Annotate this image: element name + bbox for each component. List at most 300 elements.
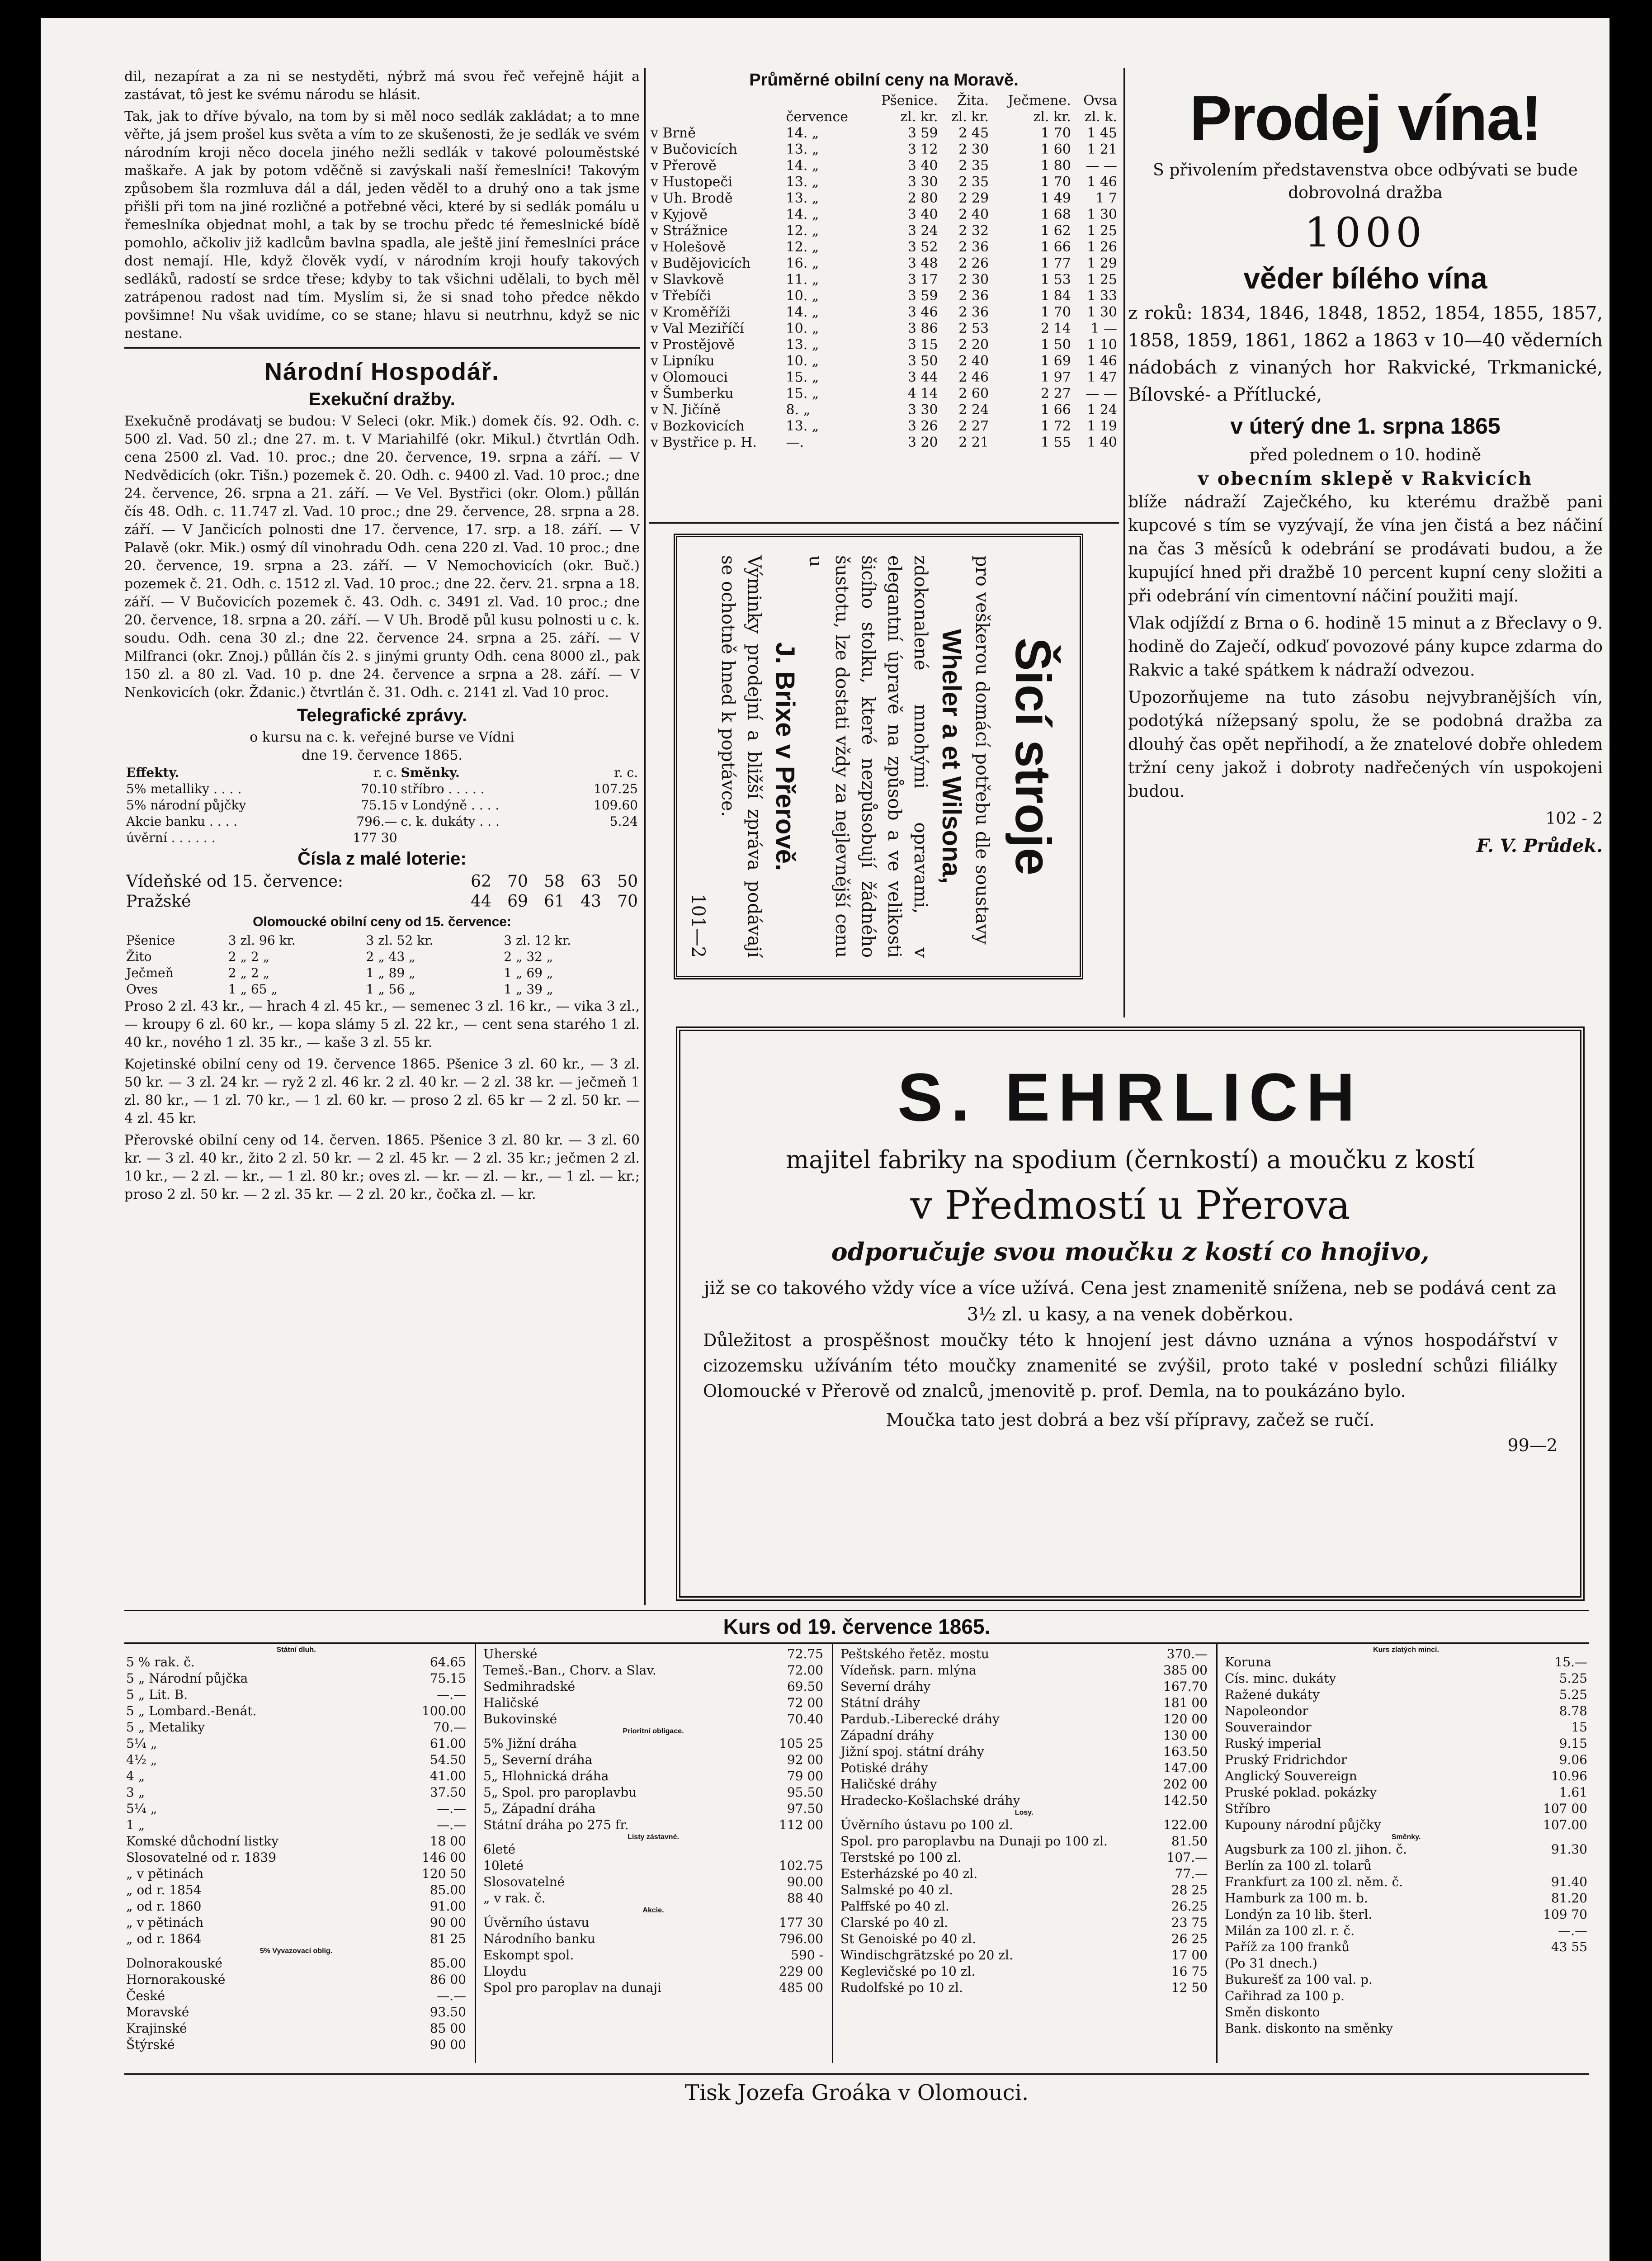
table-cell: 4 „ <box>126 1769 145 1783</box>
table-cell: 23 75 <box>1171 1915 1208 1930</box>
table-cell: „ v pětinách <box>126 1866 204 1881</box>
table-cell: Bank. diskonto na směnky <box>1225 2021 1393 2036</box>
table-cell: Terstské po 100 zl. <box>840 1850 962 1865</box>
table-cell <box>399 830 563 846</box>
table-cell: 485 00 <box>779 1980 823 1995</box>
bills-table <box>1223 1841 1589 2037</box>
table-cell: 9.06 <box>1559 1752 1587 1767</box>
table-cell: v Olomouci <box>651 369 728 385</box>
column-divider <box>832 1642 833 2063</box>
table-cell: Pražské <box>126 892 191 911</box>
table-cell: 107.— <box>1166 1850 1208 1865</box>
table-cell: Frankfurt za 100 zl. něm. č. <box>1225 1874 1403 1889</box>
kurs-heading: Směnky. <box>1391 1833 1421 1841</box>
table-row <box>481 1646 825 1662</box>
table-header-cell: zl. kr. <box>900 109 938 125</box>
table-row <box>124 797 640 814</box>
table-cell: „ v rak. č. <box>483 1891 546 1906</box>
table-cell: 2 „ 43 „ <box>366 949 415 964</box>
table-cell: 2 30 <box>958 142 989 157</box>
table-cell: Žito <box>126 949 152 964</box>
table-cell: 2 36 <box>958 304 989 320</box>
table-cell: Palffské po 40 zl. <box>840 1899 949 1914</box>
table-row <box>839 1744 1209 1760</box>
table-row <box>839 1727 1209 1744</box>
table-cell: — — <box>1086 386 1117 402</box>
table-cell: Londýn za 10 lib. šterl. <box>1225 1907 1373 1922</box>
table-row <box>481 1784 825 1801</box>
table-row <box>649 288 1119 304</box>
table-cell: 2 30 <box>958 272 989 288</box>
table-cell: 81 25 <box>430 1931 466 1946</box>
table-cell: v Kyjově <box>651 207 708 222</box>
table-row <box>124 981 640 998</box>
table-cell: 2 „ 2 „ <box>228 965 270 980</box>
table-cell: Ražené dukáty <box>1225 1687 1320 1702</box>
table-cell: Souveraindor <box>1225 1720 1312 1735</box>
table-cell: 15. „ <box>786 386 819 402</box>
table-row <box>124 2020 468 2037</box>
table-cell: 63 <box>581 872 601 891</box>
table-cell: Potiské dráhy <box>840 1760 928 1775</box>
sewing-machine-ad-content <box>688 555 1066 958</box>
kurs-heading: Losy. <box>1015 1809 1034 1816</box>
column-divider <box>644 68 646 1605</box>
table-row <box>839 1898 1209 1915</box>
table-row <box>649 174 1119 190</box>
sewing-ad-code: 101—2 <box>688 894 708 958</box>
table-row <box>649 142 1119 158</box>
table-cell: St Genoiské po 40 zl. <box>840 1931 976 1946</box>
table-cell: 1 „ 39 „ <box>504 982 553 997</box>
table-cell: 1 10 <box>1087 337 1117 353</box>
table-cell: 69 <box>507 892 528 911</box>
table-row <box>481 1963 825 1980</box>
table-cell: 5„ Severní dráha <box>483 1752 593 1767</box>
table-cell: 3 15 <box>907 337 938 353</box>
wine-ad-time: před polednem o 10. hodině <box>1249 446 1482 464</box>
table-cell: 90 00 <box>430 2037 466 2052</box>
table-header <box>649 109 1119 125</box>
table-cell: Národního banku <box>483 1931 595 1946</box>
table-row <box>839 1760 1209 1776</box>
table-row <box>649 337 1119 353</box>
table-row <box>124 781 640 797</box>
table-cell: 1 — <box>1090 321 1117 336</box>
table-cell: 3 40 <box>907 158 938 174</box>
divider <box>649 522 1119 524</box>
table-cell: Spol. pro paroplavbu na Dunaji po 100 zl. <box>840 1834 1108 1849</box>
table-cell: Dolnorakouské <box>126 1956 222 1971</box>
table-cell: 13. „ <box>786 142 819 157</box>
table-cell: České <box>126 1988 165 2003</box>
table-cell: úvěrní . . . . . . <box>126 830 216 845</box>
table-cell: 5.24 <box>609 814 638 829</box>
table-cell: Hamburk za 100 m. b. <box>1225 1891 1368 1906</box>
effects-table <box>124 765 640 846</box>
table-cell: 15. „ <box>786 369 819 385</box>
table-cell: Windischgrätzské po 20 zl. <box>840 1948 1013 1963</box>
table-cell: 2 36 <box>958 288 989 304</box>
table-row <box>124 1670 468 1687</box>
table-cell: — — <box>1086 158 1117 174</box>
lottery-table <box>124 872 640 912</box>
priority-bonds-table <box>481 1736 825 1833</box>
state-debt-table <box>124 1654 468 1947</box>
table-cell: 90.00 <box>787 1874 823 1889</box>
table-cell: 100.00 <box>422 1703 466 1718</box>
table-cell: 2 40 <box>958 353 989 369</box>
table-cell: 2 29 <box>958 190 989 206</box>
column-left <box>124 68 640 1605</box>
table-cell: 5 „ Národní půjčka <box>126 1671 248 1686</box>
table-row <box>481 1695 825 1711</box>
table-cell: Pruské poklad. pokázky <box>1225 1785 1377 1800</box>
kurs-heading: Listy zástavné. <box>628 1833 679 1841</box>
table-cell: 2 45 <box>958 125 989 141</box>
table-cell: 229 00 <box>779 1964 823 1979</box>
table-cell: 3 26 <box>907 418 938 434</box>
table-cell: 122.00 <box>1163 1817 1208 1832</box>
table-row <box>124 949 640 965</box>
ehrlich-ad <box>676 1026 1585 1601</box>
table-cell: 70.10 <box>361 781 397 796</box>
table-cell: 5 „ Lit. B. <box>126 1687 188 1702</box>
exchange-rates-title: Kurs od 19. července 1865. <box>723 1615 991 1638</box>
table-cell: 1 53 <box>1041 272 1071 288</box>
table-cell: 142.50 <box>1163 1793 1208 1808</box>
table-cell: 1 29 <box>1087 255 1117 271</box>
table-row <box>839 1662 1209 1679</box>
table-row <box>481 1874 825 1890</box>
table-cell: 5 „ Lombard.-Benát. <box>126 1703 257 1718</box>
table-cell: 28 25 <box>1171 1883 1208 1897</box>
table-row <box>124 830 640 846</box>
table-cell: 1 30 <box>1087 207 1117 222</box>
table-row <box>839 1849 1209 1866</box>
table-cell: Milán za 100 zl. r. č. <box>1225 1923 1355 1938</box>
table-cell: 120 00 <box>1163 1712 1208 1726</box>
table-cell: 11. „ <box>786 272 819 288</box>
table-cell: 1 84 <box>1041 288 1071 304</box>
olomouc-other-prices: Proso 2 zl. 43 kr., — hrach 4 zl. 45 kr., — semenec 3 zl. 16 kr., — vika 3 zl., — kroupy 6 zl. 60 kr., — kopa slámy 5 zl. 22 kr., — cent sena starého 1 zl. 40 kr., nového 1 zl. 35 kr., — kaše 3 zl. 55 kr. <box>124 998 640 1050</box>
table-cell: Eskompt spol. <box>483 1948 574 1963</box>
table-cell: Státní dráha po 275 fr. <box>483 1817 629 1832</box>
table-row <box>649 353 1119 369</box>
sewing-ad-text-2: zdokonalené mnohými opravami, v elegantní úpravě na způsob a ve velikosti šicího stolku, které nezpůsobují žádného šustotu, lze dostati vždy za nejlevnější cenu u <box>805 555 931 958</box>
table-cell: 61 <box>544 892 565 911</box>
table-cell: 2 26 <box>958 255 989 271</box>
ehrlich-ad-paragraph-2: Důležitost a prospěšnost moučky této k hnojení jest dávno uznána a výnos hospodářství v cizozemsku užíváním této moučky znamenité se zvýšil, proto také v poslední schůzi filiálky Olomoucké v Přerově od znalců, jmenovitě p. prof. Demla, na to poukázáno bylo. <box>703 1330 1558 1401</box>
table-cell: —.— <box>437 1801 466 1816</box>
table-cell: 8. „ <box>786 402 811 418</box>
table-cell: —.— <box>437 1687 466 1702</box>
table-header-cell: r. c. <box>373 765 397 780</box>
table-cell: 177 30 <box>779 1915 823 1930</box>
table-cell: v Kroměříži <box>651 304 731 320</box>
table-cell: —. <box>786 435 804 450</box>
table-cell: 14. „ <box>786 125 819 141</box>
table-cell: v Slavkově <box>651 272 724 288</box>
table-cell <box>1514 1988 1589 2004</box>
subsection-telegraficke-zpravy: Telegrafické zprávy. <box>297 705 467 725</box>
wine-ad-code: 102 - 2 <box>1545 809 1603 828</box>
table-row <box>1223 1687 1589 1703</box>
table-cell: —.— <box>437 1988 466 2003</box>
table-cell: 1 50 <box>1041 337 1071 353</box>
table-cell: Moravské <box>126 2005 189 2020</box>
table-row <box>481 1931 825 1947</box>
prerov-prices: Přerovské obilní ceny od 14. červen. 1865. Pšenice 3 zl. 80 kr. — 3 zl. 60 kr. — 3 zl. 40 kr., žito 2 zl. 50 kr. — 2 zl. 45 kr. — 2 zl. 35 kr.; ječmen 2 zl. 10 kr., — 2 zl. — kr., — 1 zl. 80 kr.; oves zl. — kr. — zl. — kr., — 1 zl. — kr.; proso 2 zl. 50 kr. — 2 zl. 35 kr. — 2 zl. 20 kr., čočka zl. — kr. <box>124 1132 640 1202</box>
table-row <box>1223 1719 1589 1736</box>
table-cell: 5 „ Metaliky <box>126 1720 205 1735</box>
wine-sale-ad <box>1128 68 1603 1013</box>
table-cell: 81.20 <box>1551 1891 1587 1906</box>
table-header <box>649 93 1119 109</box>
table-cell: 10leté <box>483 1858 524 1873</box>
table-cell: 2 35 <box>958 174 989 190</box>
table-cell: 370.— <box>1166 1646 1208 1661</box>
table-cell: 1 24 <box>1087 402 1117 418</box>
ehrlich-ad-paragraph-3: Moučka tato jest dobrá a bez vší přípravy, začež se ručí. <box>886 1410 1375 1430</box>
table-row <box>124 1882 468 1898</box>
table-header <box>124 765 640 781</box>
table-cell: 1 97 <box>1041 369 1071 385</box>
table-cell <box>1514 1955 1589 1972</box>
column-divider <box>475 1642 476 2063</box>
table-row <box>649 255 1119 272</box>
table-cell: 163.50 <box>1163 1744 1208 1759</box>
table-cell: 3 30 <box>907 174 938 190</box>
table-cell: 17 00 <box>1171 1948 1208 1963</box>
table-cell: Bukovinské <box>483 1712 557 1726</box>
table-cell: 97.50 <box>787 1801 823 1816</box>
table-cell: 5% metalliky . . . . <box>126 781 242 796</box>
table-row <box>481 1841 825 1858</box>
table-cell: 69.50 <box>787 1679 823 1694</box>
table-cell: 93.50 <box>430 2005 466 2020</box>
table-cell: v Strážnice <box>651 223 728 239</box>
table-cell: 5„ Západní dráha <box>483 1801 596 1816</box>
table-cell: 590 - <box>791 1948 823 1963</box>
table-cell: 12. „ <box>786 239 819 255</box>
table-cell: 16. „ <box>786 255 819 271</box>
table-cell: 107.00 <box>1543 1817 1587 1832</box>
table-cell: 4½ „ <box>126 1752 157 1767</box>
table-row <box>1223 1670 1589 1687</box>
table-cell: 5¼ „ <box>126 1801 157 1816</box>
table-row <box>839 1793 1209 1809</box>
table-row <box>124 1719 468 1736</box>
table-cell: Anglický Souvereign <box>1225 1769 1357 1783</box>
table-row <box>124 892 640 912</box>
table-cell: Keglevičské po 10 zl. <box>840 1964 976 1979</box>
table-row <box>481 1768 825 1784</box>
table-cell: v Uh. Brodě <box>651 190 733 206</box>
table-cell: v Třebíči <box>651 288 711 304</box>
table-cell: Hradecko-Košlachské dráhy <box>840 1793 1020 1808</box>
table-row <box>839 1866 1209 1882</box>
table-cell: 130 00 <box>1163 1728 1208 1743</box>
table-cell: 1 47 <box>1087 369 1117 385</box>
table-cell: 3 zl. 96 kr. <box>228 933 296 948</box>
table-row <box>124 1703 468 1719</box>
table-row <box>649 239 1119 255</box>
table-row <box>649 418 1119 435</box>
ehrlich-ad-code: 99—2 <box>1507 1435 1558 1455</box>
subsection-olomouc-prices: Olomoucké obilní ceny od 15. července: <box>253 914 511 929</box>
wine-ad-title: Prodej vína! <box>1189 82 1541 153</box>
table-cell: Uherské <box>483 1646 538 1661</box>
table-cell: 72.00 <box>787 1663 823 1678</box>
table-row <box>839 1963 1209 1980</box>
column-divider <box>1123 68 1125 1017</box>
table-cell: Salmské po 40 zl. <box>840 1883 953 1897</box>
table-cell: 3 40 <box>907 207 938 222</box>
kurs-heading: Akcie. <box>642 1906 664 1914</box>
table-row <box>481 1980 825 1996</box>
table-cell: 3 „ <box>126 1785 145 1800</box>
table-row <box>649 369 1119 386</box>
sewing-ad-title: Šicí stroje <box>1005 638 1061 875</box>
printer-imprint: Tisk Jozefa Groáka v Olomouci. <box>684 2080 1029 2105</box>
table-row <box>481 1817 825 1833</box>
table-cell: 75.15 <box>361 798 397 813</box>
table-cell: v N. Jičíně <box>651 402 721 418</box>
table-cell: 70.40 <box>787 1712 823 1726</box>
table-cell: 5.25 <box>1559 1687 1587 1702</box>
table-row <box>839 1817 1209 1833</box>
table-row <box>649 386 1119 402</box>
table-row <box>839 1695 1209 1711</box>
table-row <box>1223 1752 1589 1768</box>
table-cell: 16 75 <box>1171 1964 1208 1979</box>
table-cell: 5.25 <box>1559 1671 1587 1686</box>
table-cell: 14. „ <box>786 304 819 320</box>
table-cell: Úvěrního ústavu <box>483 1915 590 1930</box>
table-cell: 1 „ 65 „ <box>228 982 278 997</box>
table-cell: 2 35 <box>958 158 989 174</box>
table-header-cell: Pšenice. <box>881 93 938 109</box>
table-row <box>124 1833 468 1849</box>
sewing-ad-text-3: Výminky prodejní a bližší zpráva podávají se ochotně hned k poptávce. <box>717 555 765 958</box>
table-cell: v Budějovicích <box>651 255 751 271</box>
table-cell: 86 00 <box>430 1972 466 1987</box>
wine-ad-signature: F. V. Průdek. <box>1476 835 1603 856</box>
telegraph-subtitle-2: dne 19. července 1865. <box>302 747 463 763</box>
table-cell: Pruský Fridrichdor <box>1225 1752 1347 1767</box>
table-cell: 54.50 <box>430 1752 466 1767</box>
table-row <box>839 1833 1209 1849</box>
table-cell: 2 „ 2 „ <box>228 949 270 964</box>
kurs-heading: Státní dluh. <box>276 1646 316 1654</box>
table-cell: Kupouny národní půjčky <box>1225 1817 1381 1832</box>
table-header-cell <box>649 109 784 125</box>
table-cell: 62 <box>471 872 491 891</box>
table-cell: Úvěrního ústavu po 100 zl. <box>840 1817 1013 1832</box>
table-cell: Clarské po 40 zl. <box>840 1915 949 1930</box>
table-cell: 12 50 <box>1171 1980 1208 1995</box>
wine-ad-date: v úterý dne 1. srpna 1865 <box>1230 413 1501 439</box>
table-row <box>481 1801 825 1817</box>
table-header-cell: Ječmene. <box>1008 93 1071 109</box>
table-cell: Haličské <box>483 1695 539 1710</box>
table-cell: 5„ Spol. pro paroplavbu <box>483 1785 637 1800</box>
table-cell: 3 50 <box>907 353 938 369</box>
table-cell: Cařihrad za 100 p. <box>1225 1988 1345 2003</box>
wine-ad-amount: 1000 <box>1304 209 1426 256</box>
table-row <box>839 1679 1209 1695</box>
table-header-cell: r. c. <box>614 765 638 780</box>
table-row <box>481 1679 825 1695</box>
table-cell: 14. „ <box>786 158 819 174</box>
table-cell: 9.15 <box>1559 1736 1587 1751</box>
table-cell: 1 60 <box>1041 142 1071 157</box>
table-cell: 109.60 <box>594 798 638 813</box>
table-row <box>1223 1874 1589 1890</box>
table-cell: Peštského řetěz. mostu <box>840 1646 989 1661</box>
table-row <box>649 272 1119 288</box>
table-cell: 85.00 <box>430 1956 466 1971</box>
table-cell: 1 70 <box>1041 174 1071 190</box>
pledge-bonds-table <box>481 1841 825 1906</box>
table-row <box>124 814 640 830</box>
table-row <box>649 158 1119 174</box>
table-cell: 147.00 <box>1163 1760 1208 1775</box>
table-cell: 1 46 <box>1087 353 1117 369</box>
ehrlich-ad-location: v Předmostí u Přerova <box>910 1183 1350 1228</box>
table-cell: Pardub.-Liberecké dráhy <box>840 1712 1000 1726</box>
railway-shares-table <box>839 1646 1209 1809</box>
table-cell: Rudolfské po 10 zl. <box>840 1980 963 1995</box>
table-cell: 3 24 <box>907 223 938 239</box>
table-row <box>124 932 640 949</box>
table-cell: Paříž za 100 franků <box>1225 1939 1350 1954</box>
table-cell: 18 00 <box>430 1834 466 1849</box>
table-row <box>1223 1841 1589 1858</box>
table-row <box>1223 1801 1589 1817</box>
table-cell: 26 25 <box>1171 1931 1208 1946</box>
table-cell: Slosovatelné <box>483 1874 565 1889</box>
table-row <box>481 1752 825 1768</box>
table-cell: Vídeňsk. parn. mlýna <box>840 1663 977 1678</box>
kojetin-prices: Kojetinské obilní ceny od 19. července 1865. Pšenice 3 zl. 60 kr., — 3 zl. 50 kr. — 3 zl. 24 kr. — ryž 2 zl. 46 kr. 2 zl. 40 kr. — 2 zl. 38 kr. — ječmeň 1 zl. 80 kr., — 1 zl. 70 kr., — 1 zl. 60 kr. — proso 2 zl. 65 kr — 2 zl. 50 kr. — 4 zl. 45 kr. <box>124 1056 640 1126</box>
table-row <box>1223 1906 1589 1923</box>
table-cell: 3 20 <box>907 435 938 450</box>
table-cell: 1 70 <box>1041 125 1071 141</box>
table-row <box>124 1988 468 2004</box>
table-cell: 91.30 <box>1551 1842 1587 1857</box>
table-row <box>1223 1768 1589 1784</box>
table-header-cell <box>649 93 784 109</box>
kurs-column-1 <box>124 1646 468 2067</box>
table-row <box>481 1890 825 1906</box>
table-cell: 8.78 <box>1559 1703 1587 1718</box>
table-cell: 15.— <box>1554 1655 1587 1670</box>
table-row <box>124 2037 468 2053</box>
table-cell: 2 27 <box>1041 386 1071 402</box>
ehrlich-ad-slogan: odporučuje svou moučku z kostí co hnojivo, <box>831 1237 1430 1266</box>
grain-table <box>649 93 1119 451</box>
table-row <box>839 1915 1209 1931</box>
table-row <box>124 1654 468 1670</box>
table-header-cell: Ovsa <box>1083 93 1117 109</box>
table-cell: 1 30 <box>1087 304 1117 320</box>
table-cell: 1 25 <box>1087 223 1117 239</box>
table-cell: „ od r. 1860 <box>126 1899 202 1914</box>
table-cell: 1 62 <box>1041 223 1071 239</box>
table-cell: 10. „ <box>786 288 819 304</box>
